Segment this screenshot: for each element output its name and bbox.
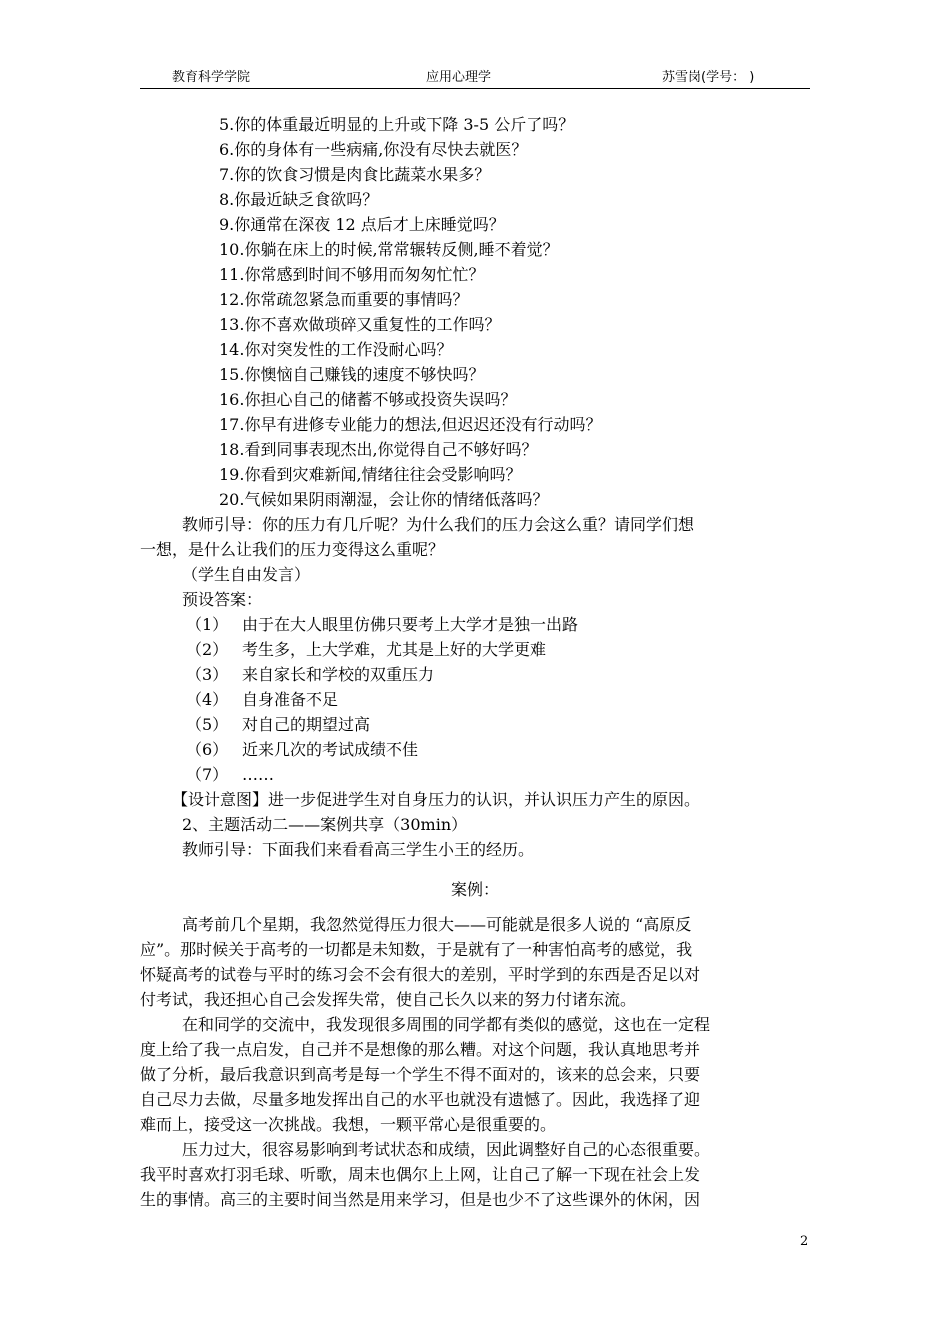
case-paragraph-line: 压力过大，很容易影响到考试状态和成绩，因此调整好自己的心态很重要。 (182, 1140, 711, 1159)
answer-text: 近来几次的考试成绩不佳 (242, 740, 419, 759)
header-student: 苏雪岗(学号： ) (662, 70, 755, 85)
answer-number: （2） (186, 640, 229, 659)
question-item: 16.你担心自己的储蓄不够或投资失误吗？ (219, 390, 517, 409)
design-intent: 【设计意图】进一步促进学生对自身压力的认识，并认识压力产生的原因。 (172, 790, 701, 809)
case-paragraph-line: 做了分析，最后我意识到高考是每一个学生不得不面对的，该来的总会来，只要 (140, 1065, 701, 1084)
answer-text: 由于在大人眼里仿佛只要考上大学才是独一出路 (242, 615, 579, 634)
answer-item (186, 665, 434, 685)
case-title: 案例： (450, 880, 499, 899)
question-item: 9.你通常在深夜 12 点后才上床睡觉吗？ (219, 215, 505, 234)
answer-text: 对自己的期望过高 (242, 715, 371, 734)
case-paragraph-line: 应”。那时候关于高考的一切都是未知数，于是就有了一种害怕高考的感觉，我 (140, 940, 693, 959)
question-item: 15.你懊恼自己赚钱的速度不够快吗？ (219, 365, 485, 384)
answer-text: …… (242, 765, 274, 784)
answer-item (186, 715, 370, 735)
answer-item (186, 640, 546, 660)
case-paragraph-line: 自己尽力去做，尽量多地发挥出自己的水平也就没有遗憾了。因此，我选择了迎 (140, 1090, 701, 1109)
answer-text: 自身准备不足 (242, 690, 339, 709)
answer-text: 来自家长和学校的双重压力 (242, 665, 435, 684)
case-paragraph-line: 在和同学的交流中，我发现很多周围的同学都有类似的感觉，这也在一定程 (182, 1015, 711, 1034)
case-paragraph-line: 怀疑高考的试卷与平时的练习会不会有很大的差别，平时学到的东西是否足以对 (140, 965, 701, 984)
answer-item (186, 615, 578, 635)
page-number: 2 (800, 1234, 809, 1249)
question-item: 7.你的饮食习惯是肉食比蔬菜水果多？ (219, 165, 491, 184)
question-item: 12.你常疏忽紧急而重要的事情吗？ (219, 290, 469, 309)
question-item: 19.你看到灾难新闻,情绪往往会受影响吗？ (219, 465, 522, 484)
question-item: 8.你最近缺乏食欲吗？ (219, 190, 379, 209)
header-college: 教育科学学院 (172, 70, 251, 85)
question-item: 17.你早有进修专业能力的想法,但迟迟还没有行动吗？ (219, 415, 602, 434)
case-paragraph-line: 高考前几个星期，我忽然觉得压力很大——可能就是很多人说的 “高原反 (182, 915, 692, 934)
question-item: 18.看到同事表现杰出,你觉得自己不够好吗？ (219, 440, 538, 459)
case-paragraph-line: 生的事情。高三的主要时间当然是用来学习，但是也少不了这些课外的休闲，因 (140, 1190, 701, 1209)
question-item: 13.你不喜欢做琐碎又重复性的工作吗？ (219, 315, 501, 334)
answer-item (186, 765, 274, 785)
teacher-guide-line-1: 教师引导：你的压力有几斤呢？为什么我们的压力会这么重？请同学们想 (182, 515, 695, 534)
question-item: 6.你的身体有一些病痛,你没有尽快去就医？ (219, 140, 528, 159)
answer-number: （7） (186, 765, 229, 784)
case-paragraph-line: 付考试，我还担心自己会发挥失常，使自己长久以来的努力付诸东流。 (140, 990, 637, 1009)
answer-item (186, 690, 338, 710)
activity-title: 2、主题活动二——案例共享（30min） (182, 815, 468, 834)
header-major: 应用心理学 (426, 70, 492, 85)
preset-answers-label: 预设答案： (182, 590, 263, 609)
answer-number: （6） (186, 740, 229, 759)
question-item: 11.你常感到时间不够用而匆匆忙忙？ (219, 265, 485, 284)
question-item: 14.你对突发性的工作没耐心吗？ (219, 340, 453, 359)
question-item: 5.你的体重最近明显的上升或下降 3-5 公斤了吗？ (219, 115, 575, 134)
case-paragraph-line: 度上给了我一点启发，自己并不是想像的那么糟。对这个问题，我认真地思考并 (140, 1040, 701, 1059)
question-item: 20.气候如果阴雨潮湿，会让你的情绪低落吗？ (219, 490, 549, 509)
answer-number: （5） (186, 715, 229, 734)
answer-number: （1） (186, 615, 229, 634)
answer-item (186, 740, 418, 760)
answer-number: （4） (186, 690, 229, 709)
page-header (140, 70, 810, 89)
answer-text: 考生多，上大学难，尤其是上好的大学更难 (242, 640, 547, 659)
teacher-guide-line-2: 一想，是什么让我们的压力变得这么重呢？ (140, 540, 445, 559)
answer-number: （3） (186, 665, 229, 684)
case-paragraph-line: 难而上，接受这一次挑战。我想，一颗平常心是很重要的。 (140, 1115, 557, 1134)
free-talk-note: （学生自由发言） (182, 565, 311, 584)
case-paragraph-line: 我平时喜欢打羽毛球、听歌，周末也偶尔上上网，让自己了解一下现在社会上发 (140, 1165, 701, 1184)
teacher-guide-case: 教师引导：下面我们来看看高三学生小王的经历。 (182, 840, 535, 859)
question-item: 10.你躺在床上的时候,常常辗转反侧,睡不着觉？ (219, 240, 559, 259)
